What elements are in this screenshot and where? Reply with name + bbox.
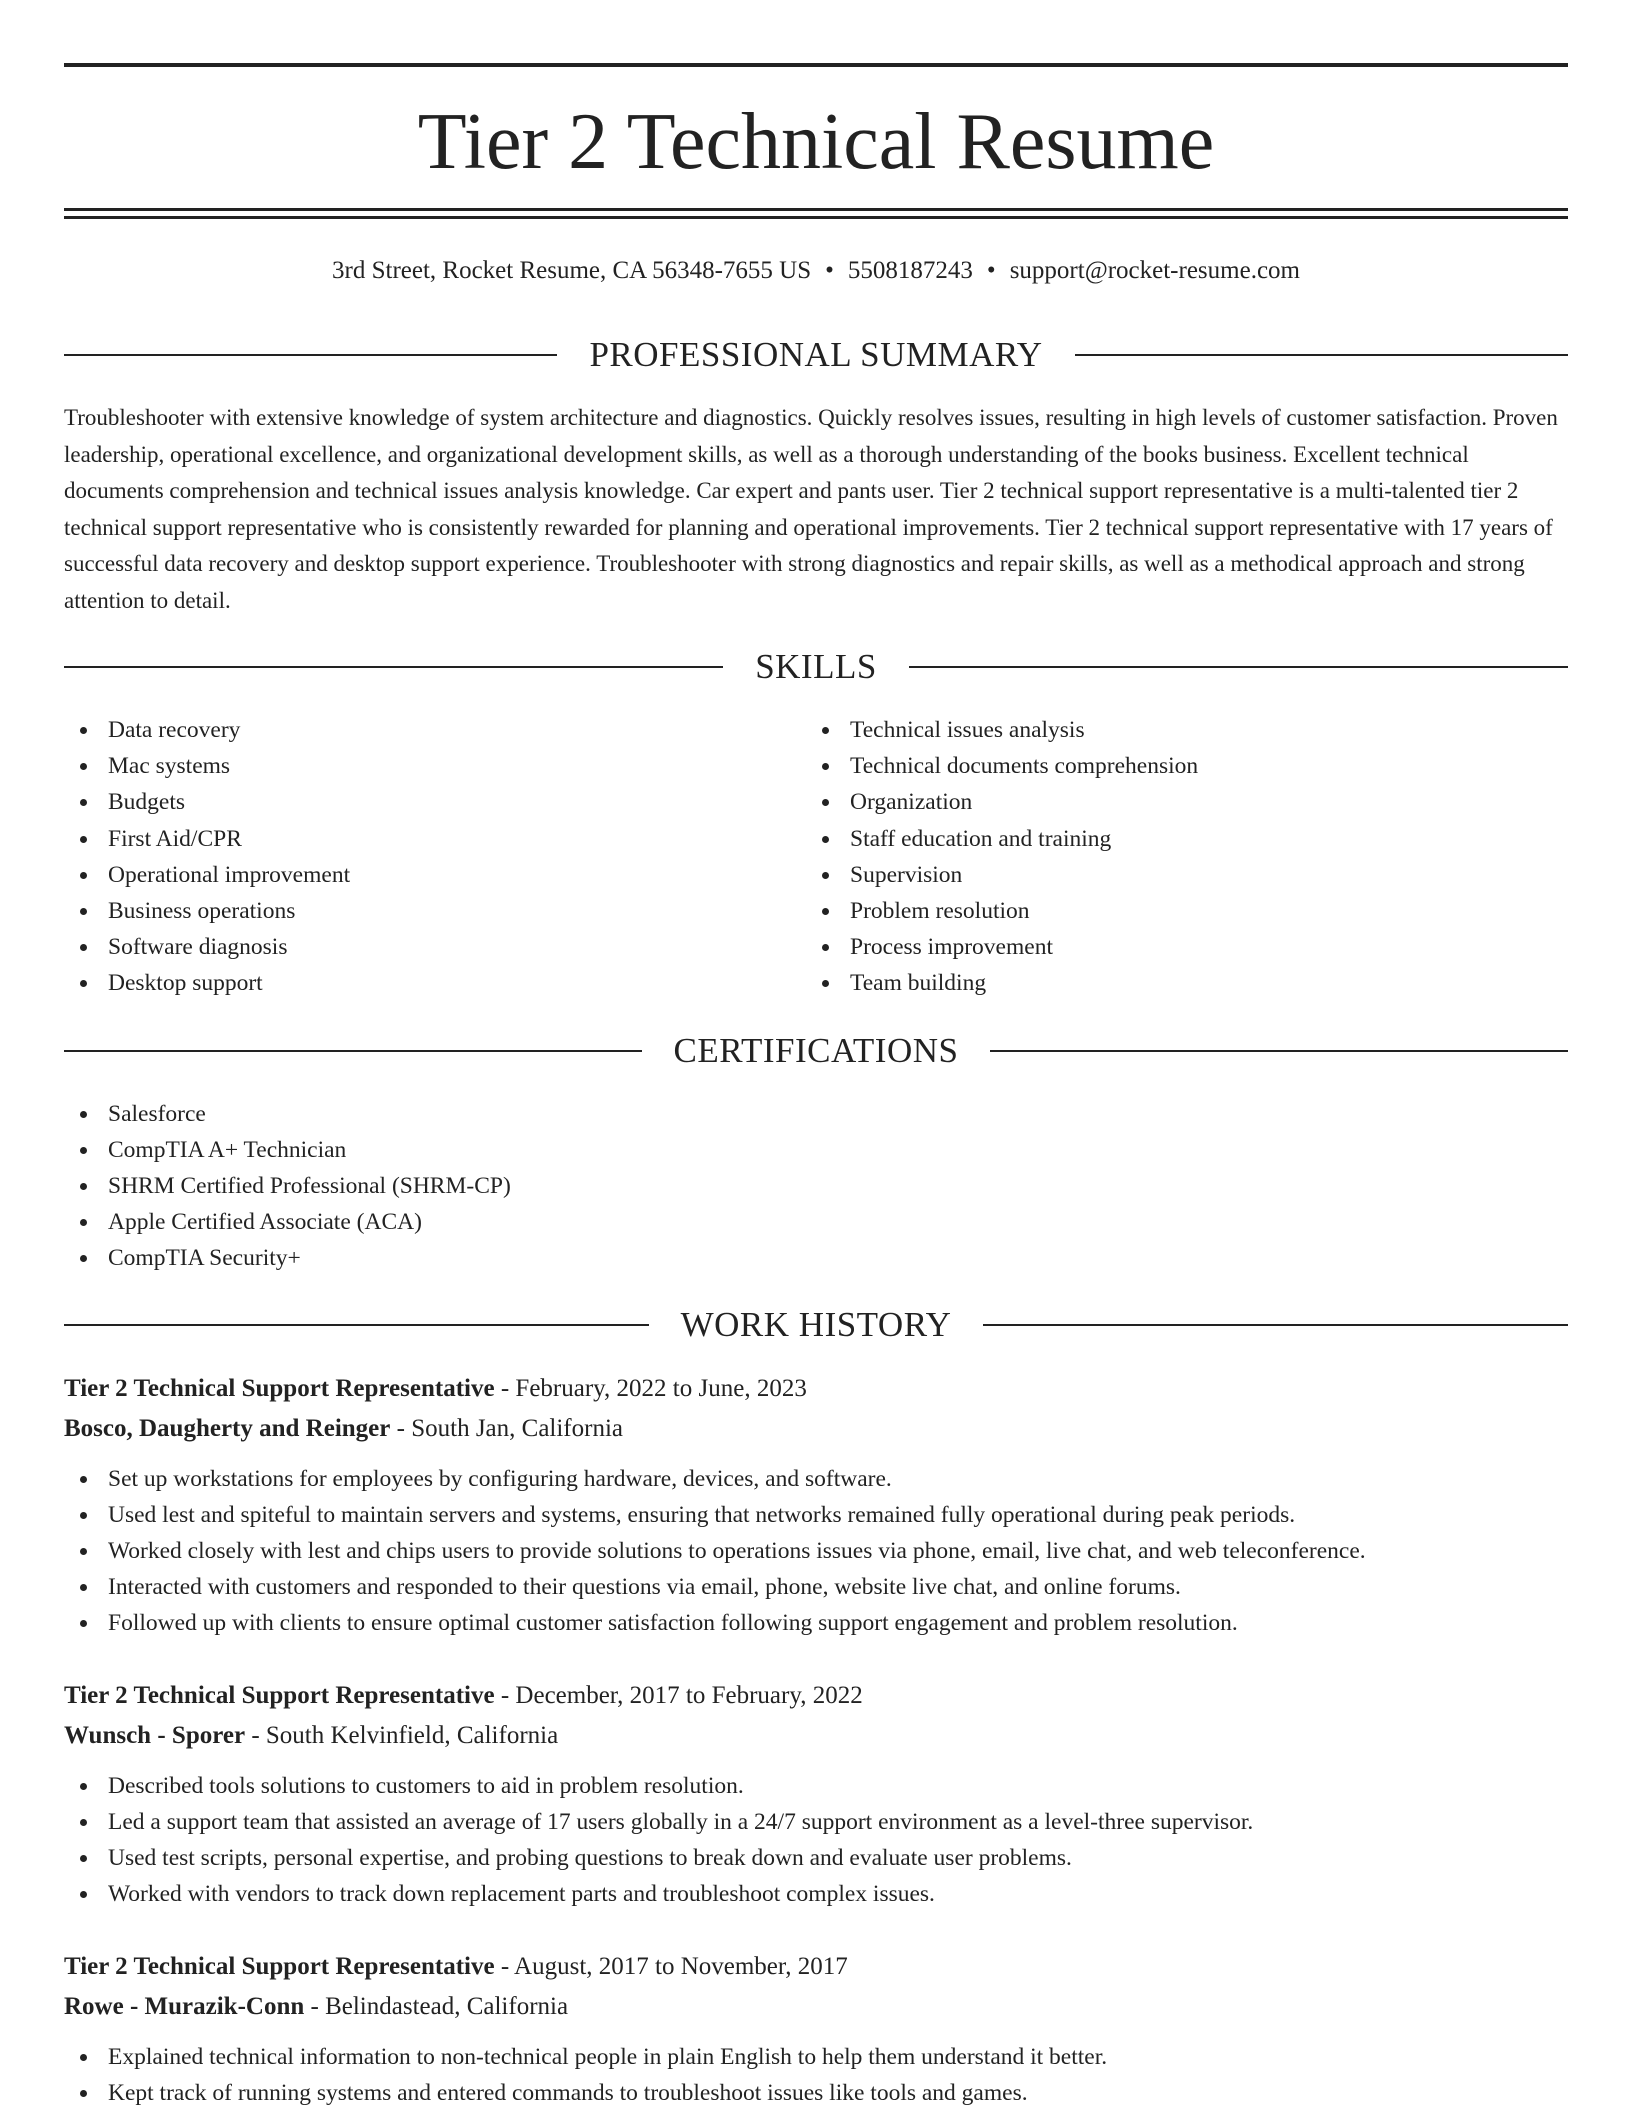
skills-list-left bbox=[64, 712, 744, 1002]
heading-rule bbox=[990, 1050, 1568, 1052]
list-item: Data recovery bbox=[64, 712, 744, 748]
section-title: PROFESSIONAL SUMMARY bbox=[589, 335, 1043, 374]
section-heading-summary bbox=[64, 333, 1568, 377]
list-item: Kept track of running systems and entered commands to troubleshoot issues like tools and games. bbox=[64, 2075, 1568, 2111]
title-rule-upper bbox=[64, 208, 1568, 211]
job-bullets bbox=[64, 1461, 1568, 1641]
contact-separator: • bbox=[986, 257, 996, 284]
job-company-line bbox=[64, 1716, 1568, 1756]
job-title-line bbox=[64, 1947, 1568, 1987]
list-item: Mac systems bbox=[64, 748, 744, 784]
heading-rule bbox=[64, 1050, 642, 1052]
section-title: WORK HISTORY bbox=[680, 1305, 952, 1344]
job-entry bbox=[64, 1676, 1568, 1912]
job-title: Tier 2 Technical Support Representative bbox=[64, 1682, 495, 1709]
list-item: CompTIA Security+ bbox=[64, 1240, 964, 1276]
list-item: Explained technical information to non-technical people in plain English to help them understand it better. bbox=[64, 2039, 1568, 2075]
section-heading-work-history bbox=[64, 1303, 1568, 1347]
job-company-line bbox=[64, 1409, 1568, 1449]
list-item: Supervision bbox=[806, 857, 1566, 893]
certifications-list bbox=[64, 1096, 964, 1276]
job-title: Tier 2 Technical Support Representative bbox=[64, 1953, 495, 1980]
job-title-line bbox=[64, 1369, 1568, 1409]
job-dates: - August, 2017 to November, 2017 bbox=[494, 1953, 848, 1980]
heading-rule bbox=[64, 666, 723, 668]
list-item: Business operations bbox=[64, 893, 744, 929]
job-dates: - February, 2022 to June, 2023 bbox=[494, 1375, 807, 1402]
job-title-line bbox=[64, 1676, 1568, 1716]
list-item: Worked with vendors to track down replacement parts and troubleshoot complex issues. bbox=[64, 1876, 1568, 1912]
contact-line bbox=[64, 254, 1568, 288]
contact-phone: 5508187243 bbox=[847, 257, 973, 284]
title-rule-lower bbox=[64, 216, 1568, 219]
list-item: Worked closely with lest and chips users to provide solutions to operations issues via phone, email, live chat, and web teleconference. bbox=[64, 1533, 1568, 1569]
list-item: Interacted with customers and responded to their questions via email, phone, website live chat, and online forums. bbox=[64, 1569, 1568, 1605]
section-heading-certifications bbox=[64, 1029, 1568, 1073]
resume-title: Tier 2 Technical Resume bbox=[417, 98, 1215, 186]
job-bullets bbox=[64, 1768, 1568, 1912]
list-item: SHRM Certified Professional (SHRM-CP) bbox=[64, 1168, 964, 1204]
contact-separator: • bbox=[825, 257, 834, 284]
job-company: Rowe - Murazik-Conn bbox=[64, 1993, 305, 2020]
list-item: Salesforce bbox=[64, 1096, 964, 1132]
heading-rule bbox=[64, 1324, 649, 1326]
list-item: Set up workstations for employees by configuring hardware, devices, and software. bbox=[64, 1461, 1568, 1497]
section-title: CERTIFICATIONS bbox=[673, 1031, 959, 1070]
list-item: Used lest and spiteful to maintain servers and systems, ensuring that networks remained fully operational during peak periods. bbox=[64, 1497, 1568, 1533]
contact-address: 3rd Street, Rocket Resume, CA 56348-7655 US bbox=[332, 257, 812, 284]
job-bullets bbox=[64, 2039, 1568, 2111]
contact-email: support@rocket-resume.com bbox=[1009, 257, 1300, 284]
job-entry bbox=[64, 1369, 1568, 1641]
list-item: First Aid/CPR bbox=[64, 821, 744, 857]
top-rule bbox=[64, 63, 1568, 67]
list-item: Followed up with clients to ensure optimal customer satisfaction following support engagement and problem resolution. bbox=[64, 1605, 1568, 1641]
section-title: SKILLS bbox=[755, 647, 877, 686]
job-location: - South Jan, California bbox=[390, 1415, 623, 1442]
list-item: Desktop support bbox=[64, 965, 744, 1001]
list-item: Technical documents comprehension bbox=[806, 748, 1566, 784]
list-item: Budgets bbox=[64, 784, 744, 820]
list-item: Staff education and training bbox=[806, 821, 1566, 857]
job-title: Tier 2 Technical Support Representative bbox=[64, 1375, 495, 1402]
list-item: Team building bbox=[806, 965, 1566, 1001]
heading-rule bbox=[64, 354, 557, 356]
list-item: Described tools solutions to customers to aid in problem resolution. bbox=[64, 1768, 1568, 1804]
heading-rule bbox=[983, 1324, 1568, 1326]
list-item: Operational improvement bbox=[64, 857, 744, 893]
job-entry bbox=[64, 1947, 1568, 2111]
list-item: Led a support team that assisted an average of 17 users globally in a 24/7 support environment as a level-three supervisor. bbox=[64, 1804, 1568, 1840]
list-item: Software diagnosis bbox=[64, 929, 744, 965]
job-company: Bosco, Daugherty and Reinger bbox=[64, 1415, 391, 1442]
heading-rule bbox=[909, 666, 1568, 668]
section-heading-skills bbox=[64, 645, 1568, 689]
list-item: Problem resolution bbox=[806, 893, 1566, 929]
list-item: Process improvement bbox=[806, 929, 1566, 965]
heading-rule bbox=[1075, 354, 1568, 356]
skills-list-right bbox=[806, 712, 1566, 1002]
list-item: Apple Certified Associate (ACA) bbox=[64, 1204, 964, 1240]
list-item: Organization bbox=[806, 784, 1566, 820]
job-company: Wunsch - Sporer bbox=[64, 1722, 246, 1749]
list-item: Used test scripts, personal expertise, and probing questions to break down and evaluate user problems. bbox=[64, 1840, 1568, 1876]
summary-text: Troubleshooter with extensive knowledge of system architecture and diagnostics. Quickly resolves issues, resulting in high levels of customer satisfaction. Proven leadership, operational excellence, and organizational development skills, as well as a thorough understanding of the books business. Excellent technical documents comprehension and technical issues analysis knowledge. Car expert and pants user. Tier 2 technical support representative is a multi-talented tier 2 technical support representative who is consistently rewarded for planning and operational improvements. Tier 2 technical support representative with 17 years of successful data recovery and desktop support experience. Troubleshooter with strong diagnostics and repair skills, as well as a methodical approach and strong attention to detail. bbox=[64, 405, 1558, 613]
job-location: - South Kelvinfield, California bbox=[245, 1722, 559, 1749]
job-company-line bbox=[64, 1987, 1568, 2027]
list-item: Technical issues analysis bbox=[806, 712, 1566, 748]
list-item: CompTIA A+ Technician bbox=[64, 1132, 964, 1168]
job-location: - Belindastead, California bbox=[304, 1993, 569, 2020]
job-dates: - December, 2017 to February, 2022 bbox=[494, 1682, 863, 1709]
